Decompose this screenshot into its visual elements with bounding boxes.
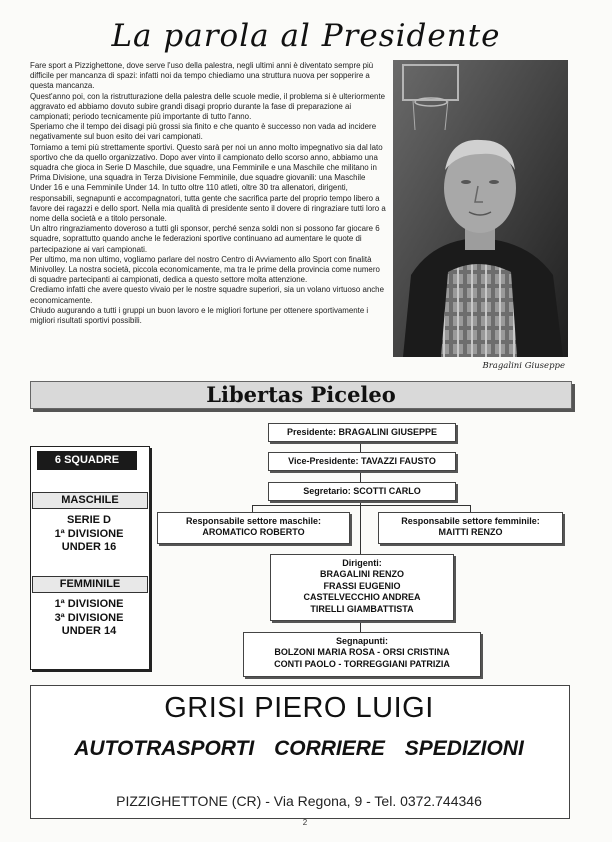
female-sector-name: MAITTI RENZO	[438, 527, 503, 537]
team-item: 3ª DIVISIONE	[54, 611, 124, 624]
team-item: SERIE D	[66, 514, 111, 526]
president-photo	[393, 60, 568, 357]
male-sector-role: Responsabile settore maschile:	[185, 516, 322, 526]
team-item: 1ª DIVISIONE	[54, 598, 124, 610]
scorers-role: Segnapunti:	[336, 636, 388, 646]
org-connector	[360, 499, 361, 554]
team-item: 1ª DIVISIONE	[54, 527, 124, 540]
article-paragraph: Fare sport a Pizzighettone, dove serve l'uso della palestra, negli ultimi anni è diventato sempre più difficile per mancanza di spazi: infatti noi da tempo chiediamo una struttura nuova per sopperire a questa mancanza.	[30, 61, 374, 91]
directors-node	[270, 554, 454, 621]
article-paragraph: Crediamo infatti che avere questo vivaio per le nostre squadre superiori, sia un volano virtuoso anche economicamente.	[30, 285, 384, 305]
directors-role: Dirigenti:	[342, 558, 382, 568]
article-paragraph: Torniamo a temi più strettamente sportivi. Questo sarà per noi un anno molto impegnativo sia dal lato sportivo che da quello organizzativo. Dopo aver vinto il campionato dello scorso anno, abbiamo una squadra che gioca in Serie D Maschile, due squadre, una Femminile e una Maschile che militano in Prima Divisione, una squadra in Terza Divisione Femminile, due squadre giovanili: una Maschile Under 16 e una Femminile Under 14. In tutto oltre 110 atleti, oltre 30 tra allenatori, dirigenti, responsabili, segnapunti e accompagnatori, tutta gente che sacrifica parte del proprio tempo libero a favore dei ragazzi e dello sport. Nella mia qualità di presidente sento il dovere di ringraziare tutti loro a nome della società e a titolo personale.	[30, 142, 386, 224]
president-portrait-image	[393, 60, 568, 357]
article-paragraph: Speriamo che il tempo dei disagi più grossi sia finito e che quanto è successo non vada ad incidere negativamente sul buon esito dei vari campionati.	[30, 122, 377, 142]
page-number: 2	[302, 818, 308, 827]
female-teams-list	[32, 598, 146, 639]
sponsor-name: GRISI PIERO LUIGI	[164, 692, 434, 724]
article-paragraph: Per ultimo, ma non ultimo, vogliamo parlare del nostro Centro di Avviamento allo Sport con finalità Minivolley. La nostra società, piccola economicamente, ma tra le prime della provincia come numero di squadre partecipanti ai campionati, dedica a questo settore molta attenzione.	[30, 254, 380, 285]
club-name-banner: Libertas Piceleo	[30, 381, 572, 409]
secretary-node: Segretario: SCOTTI CARLO	[268, 482, 456, 501]
director-name: BRAGALINI RENZO	[320, 569, 404, 580]
scorer-names: BOLZONI MARIA ROSA - ORSI CRISTINA	[274, 647, 450, 658]
director-name: CASTELVECCHIO ANDREA	[303, 592, 421, 603]
male-teams-label: MASCHILE	[32, 492, 148, 509]
sponsor-address: PIZZIGHETTONE (CR) - Via Regona, 9 - Tel. 0372.744346	[116, 793, 482, 809]
org-connector	[470, 505, 471, 512]
teams-count-header: 6 SQUADRE	[37, 451, 137, 470]
female-teams-label: FEMMINILE	[32, 576, 148, 593]
president-article	[30, 61, 386, 326]
director-name: FRASSI EUGENIO	[323, 580, 401, 591]
page-title: La parola al Presidente	[111, 18, 501, 54]
scorer-names: CONTI PAOLO - TORREGGIANI PATRIZIA	[274, 658, 450, 669]
male-sector-name: AROMATICO ROBERTO	[202, 527, 305, 537]
team-item: UNDER 14	[61, 625, 117, 637]
director-name: TIRELLI GIAMBATTISTA	[310, 603, 414, 614]
vice-president-node: Vice-Presidente: TAVAZZI FAUSTO	[268, 452, 456, 471]
sponsor-services: AUTOTRASPORTI CORRIERE SPEDIZIONI	[74, 737, 524, 760]
female-sector-node	[378, 512, 563, 544]
article-paragraph: Chiudo augurando a tutti i gruppi un buon lavoro e le migliori fortune per ottenere sportivamente i migliori risultati sportivi possibili.	[30, 305, 369, 326]
scorers-node	[243, 632, 481, 677]
team-item: UNDER 16	[61, 541, 117, 553]
female-sector-role: Responsabile settore femminile:	[401, 516, 540, 526]
article-paragraph: Quest'anno poi, con la ristrutturazione della palestra delle scuole medie, il problema si è ulteriormente aggravato ed abbiamo dovuto subire grandi disagi proprio durante la fase di preparazione ai campionati; periodo tecnicamente più importante di tutto l'anno.	[30, 91, 386, 122]
org-connector	[360, 621, 361, 632]
male-sector-node	[157, 512, 350, 544]
article-paragraph: Un altro ringraziamento doveroso a tutti gli sponsor, perché senza soldi non si possono far giocare 6 squadre, soprattutto quando anche le federazioni sportive continuano ad aumentare le quote di partecipazione ai vari campionati.	[30, 224, 380, 254]
president-node: Presidente: BRAGALINI GIUSEPPE	[268, 423, 456, 442]
org-connector	[252, 505, 470, 506]
photo-caption: Bragalini Giuseppe	[482, 361, 565, 371]
org-connector	[252, 505, 253, 512]
male-teams-list	[32, 514, 146, 555]
